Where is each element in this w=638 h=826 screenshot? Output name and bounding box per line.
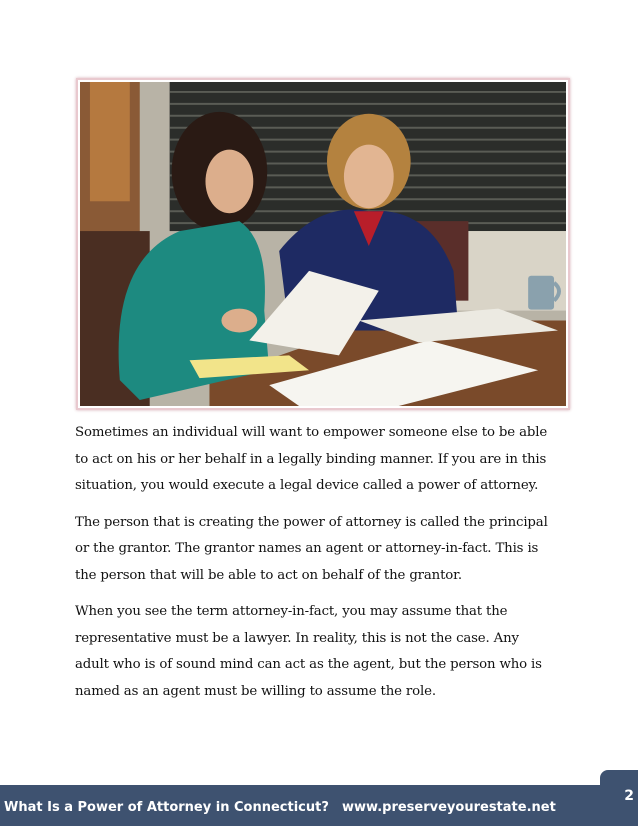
footer-title: What Is a Power of Attorney in Connecticut? [4, 800, 329, 815]
body-text [75, 420, 555, 715]
paragraph-attorney-in-fact: When you see the term attorney-in-fact, you may assume that the representative must be a lawyer. In reality, this is not the case. Any adult who is of sound mind can act as the agent, but the person who is named as an agent must be willing to assume the role. [75, 604, 542, 699]
paragraph-principal: The person that is creating the power of attorney is called the principal or the grantor. The grantor names an agent or attorney-in-fact. This is the person that will be able to act on behalf of the grantor. [75, 514, 548, 583]
page-number: 2 [624, 788, 634, 804]
office-meeting-photo [76, 78, 570, 410]
footer-url[interactable]: www.preserveyourestate.net [342, 800, 556, 815]
paragraph-intro: Sometimes an individual will want to empower someone else to be able to act on his or her behalf in a legally binding manner. If you are in this situation, you would execute a legal device called a power of attorney. [75, 425, 548, 493]
photo-illustration [80, 82, 566, 406]
